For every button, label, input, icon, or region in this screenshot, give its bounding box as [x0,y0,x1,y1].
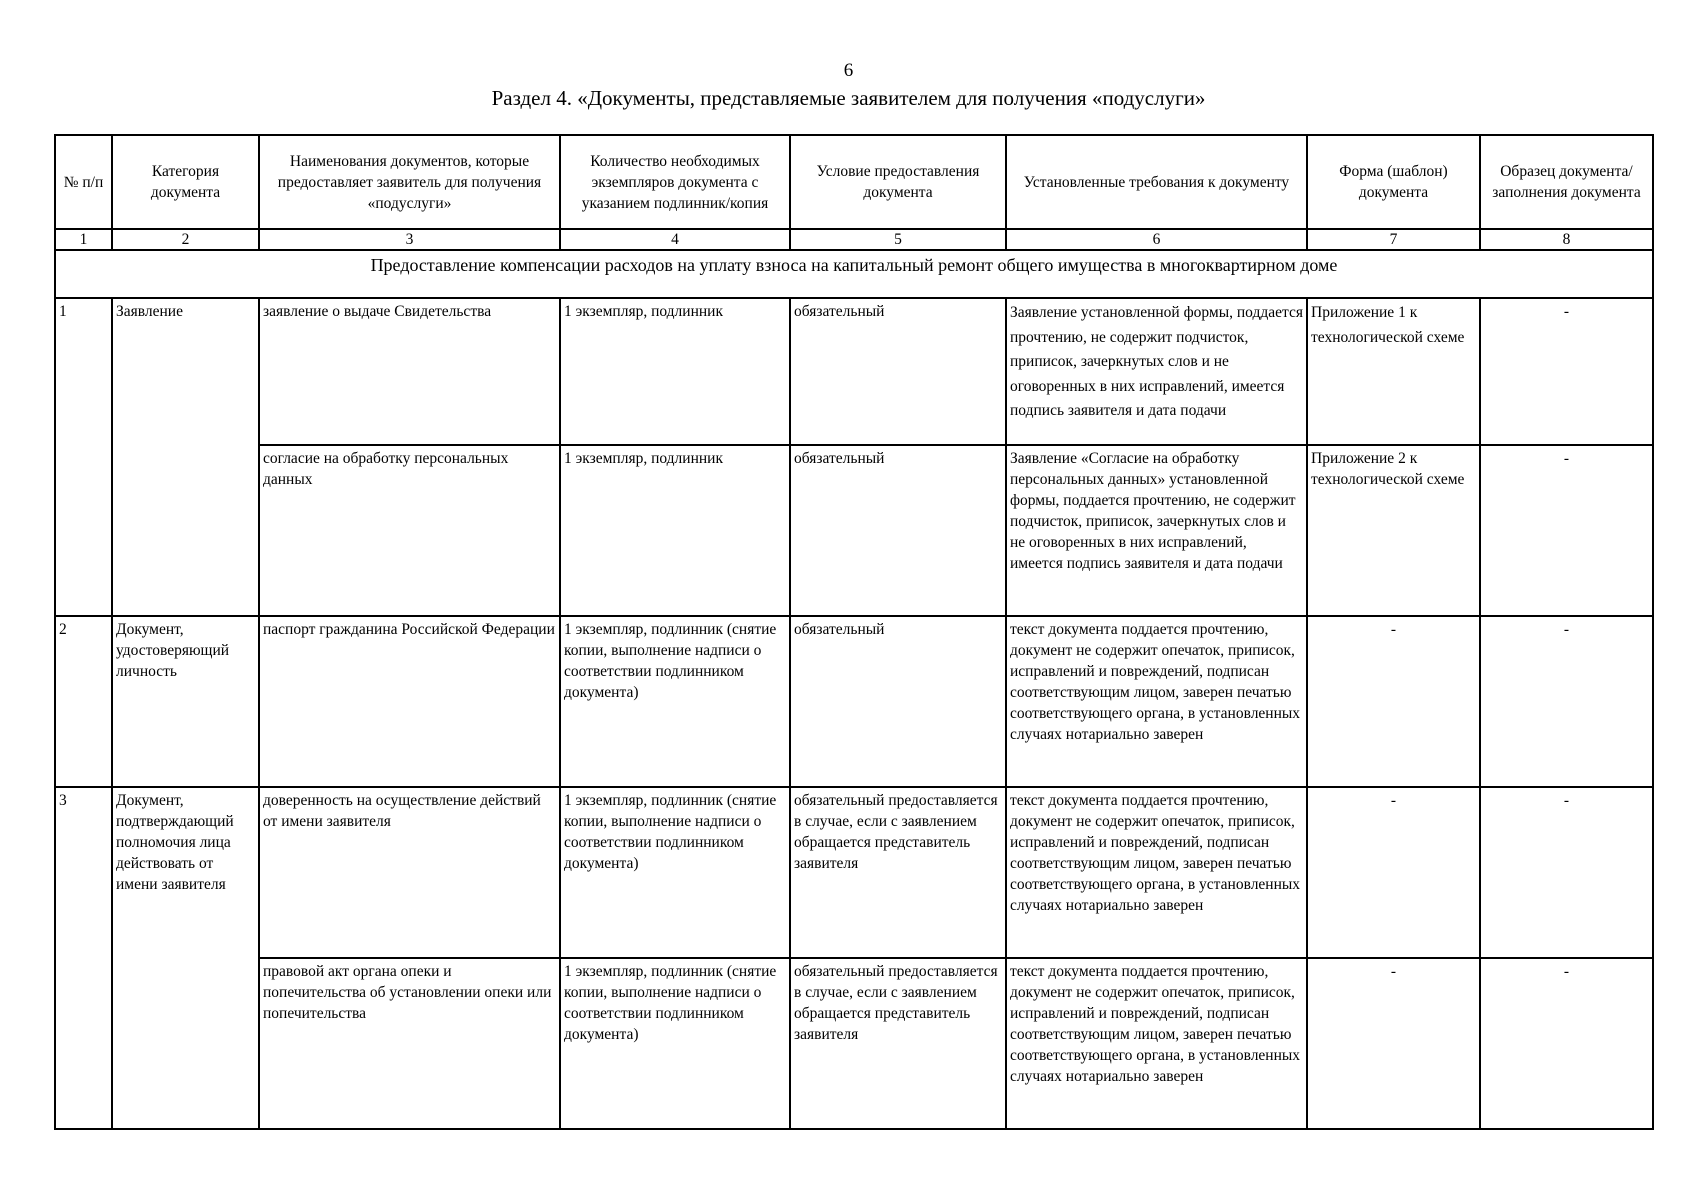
document-condition: обязательный предоставляется в случае, если с заявлением обращается представитель заявителя [790,958,1006,1129]
table-row [55,445,1653,616]
section-title: Раздел 4. «Документы, представляемые заявителем для получения «подуслуги» [491,86,1206,110]
column-number: 3 [259,229,560,250]
document-category: Документ, удостоверяющий личность [112,616,259,787]
document-condition: обязательный [790,445,1006,616]
document-sample: - [1480,298,1653,445]
column-number: 6 [1006,229,1307,250]
document-quantity: 1 экземпляр, подлинник (снятие копии, выполнение надписи о соответствии подлинником документа) [560,958,790,1129]
document-quantity: 1 экземпляр, подлинник [560,298,790,445]
document-name: доверенность на осуществление действий от имени заявителя [259,787,560,958]
document-name: согласие на обработку персональных данных [259,445,560,616]
column-number: 5 [790,229,1006,250]
table-row [55,958,1653,1129]
column-number-row [55,229,1653,250]
column-number: 7 [1307,229,1480,250]
document-form: Приложение 2 к технологической схеме [1307,445,1480,616]
document-condition: обязательный предоставляется в случае, если с заявлением обращается представитель заявителя [790,787,1006,958]
document-name: правовой акт органа опеки и попечительства об установлении опеки или попечительства [259,958,560,1129]
header-cell-condition: Условие предоставления документа [790,135,1006,229]
table-row [55,787,1653,958]
document-quantity: 1 экземпляр, подлинник (снятие копии, выполнение надписи о соответствии подлинником документа) [560,616,790,787]
document-form: - [1307,958,1480,1129]
document-requirements: текст документа поддается прочтению, документ не содержит опечаток, приписок, исправлений и повреждений, подписан соответствующим лицом, заверен печатью соответствующего органа, в установленных случаях нотариально заверен [1006,958,1307,1129]
column-number: 4 [560,229,790,250]
document-requirements: Заявление «Согласие на обработку персональных данных» установленной формы, поддается прочтению, не содержит подчисток, приписок, зачеркнутых слов и не оговоренных в них исправлений, имеется подпись заявителя и дата подачи [1006,445,1307,616]
table-row [55,298,1653,445]
document-name: паспорт гражданина Российской Федерации [259,616,560,787]
document-form: - [1307,787,1480,958]
document-requirements: текст документа поддается прочтению, документ не содержит опечаток, приписок, исправлений и повреждений, подписан соответствующим лицом, заверен печатью соответствующего органа, в установленных случаях нотариально заверен [1006,787,1307,958]
header-cell-quantity: Количество необходимых экземпляров документа с указанием подлинник/копия [560,135,790,229]
service-subtitle: Предоставление компенсации расходов на уплату взноса на капитальный ремонт общего имущества в многоквартирном доме [55,250,1653,298]
document-requirements: Заявление установленной формы, поддается прочтению, не содержит подчисток, приписок, зачеркнутых слов и не оговоренных в них исправлений, имеется подпись заявителя и дата подачи [1006,298,1307,445]
document-quantity: 1 экземпляр, подлинник (снятие копии, выполнение надписи о соответствии подлинником документа) [560,787,790,958]
subtitle-row [55,250,1653,298]
document-sample: - [1480,787,1653,958]
row-number: 3 [55,787,112,1129]
header-cell-sample: Образец документа/заполнения документа [1480,135,1653,229]
row-number: 1 [55,298,112,616]
header-cell-requirements: Установленные требования к документу [1006,135,1307,229]
document-name: заявление о выдаче Свидетельства [259,298,560,445]
document-condition: обязательный [790,616,1006,787]
header-cell-form: Форма (шаблон) документа [1307,135,1480,229]
page-number: 6 [843,60,854,81]
header-cell-number: № п/п [55,135,112,229]
document-form: Приложение 1 к технологической схеме [1307,298,1480,445]
document-requirements: текст документа поддается прочтению, документ не содержит опечаток, приписок, исправлений и повреждений, подписан соответствующим лицом, заверен печатью соответствующего органа, в установленных случаях нотариально заверен [1006,616,1307,787]
document-sample: - [1480,958,1653,1129]
row-number: 2 [55,616,112,787]
document-condition: обязательный [790,298,1006,445]
document-sample: - [1480,445,1653,616]
header-cell-document-names: Наименования документов, которые предоставляет заявитель для получения «подуслуги» [259,135,560,229]
column-number: 1 [55,229,112,250]
document-quantity: 1 экземпляр, подлинник [560,445,790,616]
document-sample: - [1480,616,1653,787]
column-number: 8 [1480,229,1653,250]
header-row [55,135,1653,229]
document-category: Документ, подтверждающий полномочия лица действовать от имени заявителя [112,787,259,1129]
table-row [55,616,1653,787]
documents-table [54,134,1654,1130]
header-cell-category: Категория документа [112,135,259,229]
column-number: 2 [112,229,259,250]
document-form: - [1307,616,1480,787]
document-category: Заявление [112,298,259,616]
